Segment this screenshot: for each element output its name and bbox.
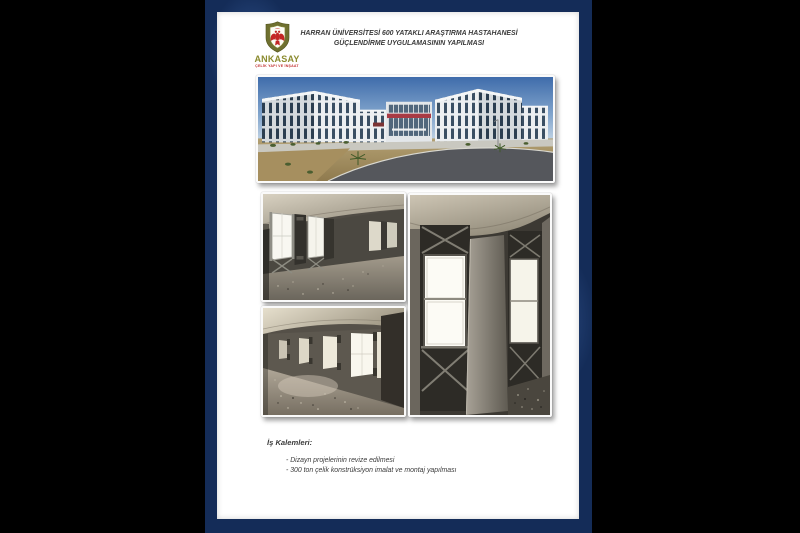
title-line-1: HARRAN ÜNİVERSİTESİ 600 YATAKLI ARAŞTIRMA HASTAHANESİ [300, 30, 518, 37]
work-items-heading: İş Kalemleri: [267, 438, 313, 447]
interior-steel-bracing-photo-1 [261, 192, 406, 302]
logo-shield-icon [264, 20, 291, 54]
logo-company-name: ANKASAY [254, 54, 300, 64]
logo-tagline: ÇELİK YAPI VE İNŞAAT [255, 64, 299, 68]
work-item-2: - 300 ton çelik konstrüksiyon imalat ve montaj yapılması [286, 467, 457, 474]
document-title [289, 29, 529, 48]
interior-steel-bracing-photo-2 [261, 306, 406, 417]
work-item-1: - Dizayn projelerinin revize edilmesi [286, 457, 395, 464]
hospital-exterior-photo [256, 75, 555, 183]
interior-steel-bracing-photo-3 [408, 193, 552, 417]
title-line-2: GÜÇLENDİRME UYGULAMASININ YAPILMASI [333, 39, 485, 47]
document-page [217, 12, 579, 519]
work-items-section [267, 438, 456, 476]
navy-border-mat [205, 0, 592, 533]
